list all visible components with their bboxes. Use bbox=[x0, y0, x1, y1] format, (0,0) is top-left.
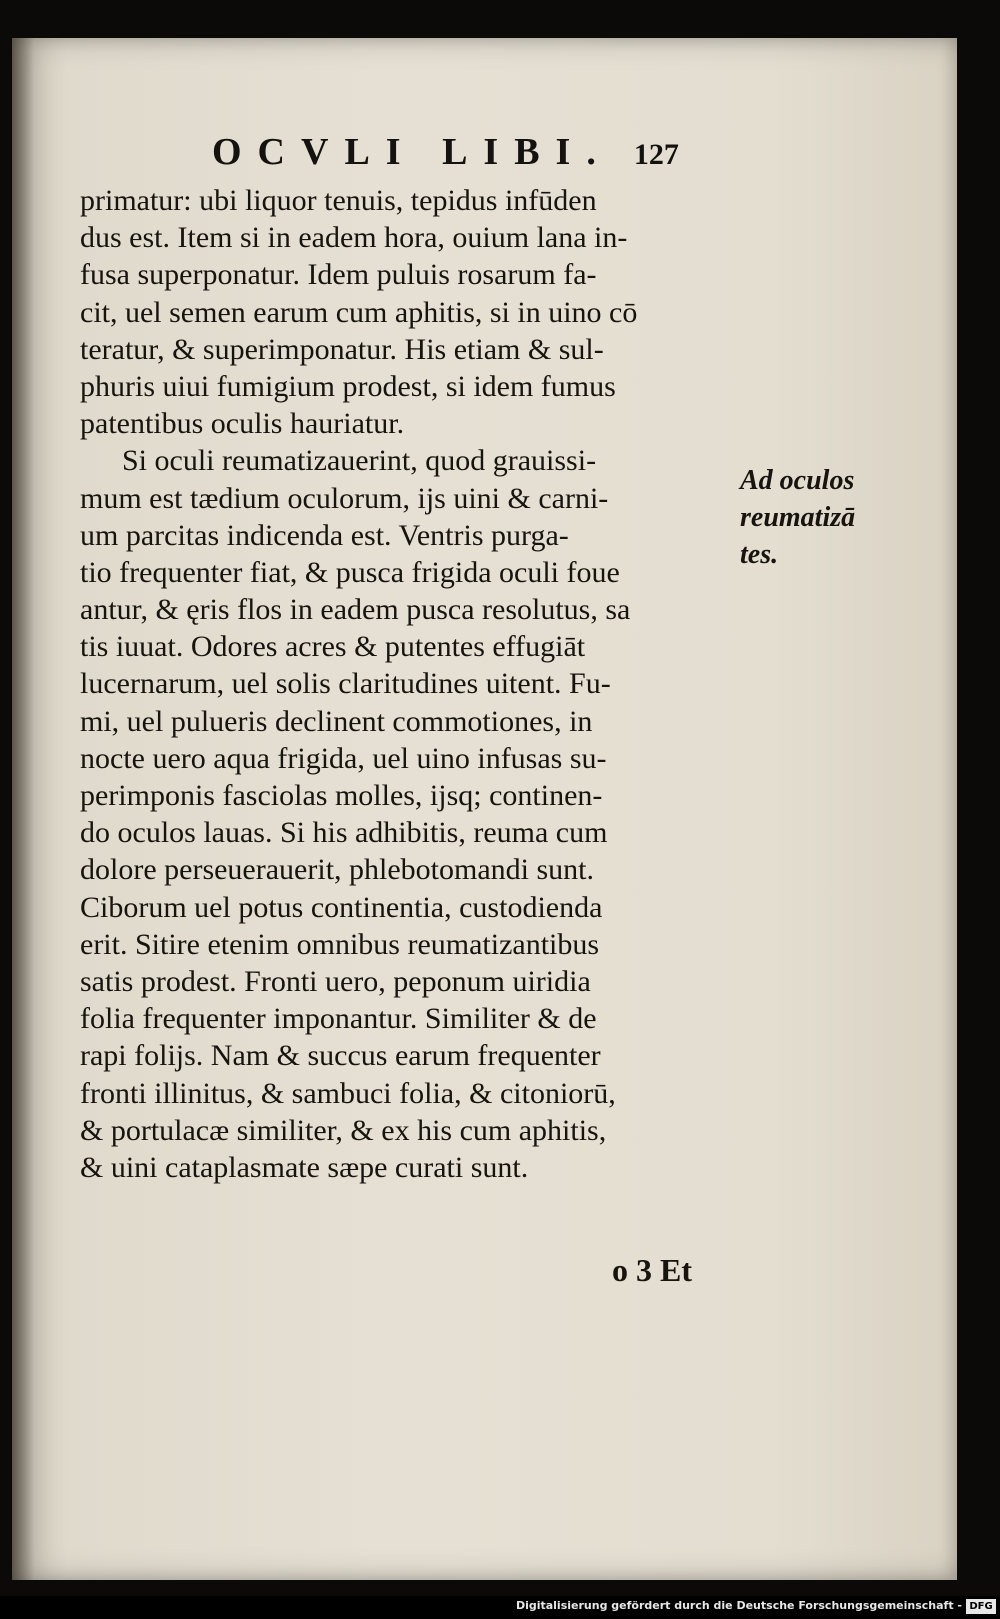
page-header bbox=[212, 130, 752, 174]
text-line: do oculos lauas. Si his adhibitis, reuma cum bbox=[80, 816, 608, 850]
text-line: rapi folijs. Nam & succus earum frequenter bbox=[80, 1039, 601, 1073]
text-line: antur, & ęris flos in eadem pusca resolutus, sa bbox=[80, 593, 631, 627]
text-line: nocte uero aqua frigida, uel uino infusas su- bbox=[80, 741, 607, 775]
text-line: patentibus oculis hauriatur. bbox=[80, 407, 405, 441]
text-line: cit, uel semen earum cum aphitis, si in uino cō bbox=[80, 295, 638, 329]
body-text bbox=[80, 182, 730, 1186]
text-line: dus est. Item si in eadem hora, ouium lana in- bbox=[80, 221, 628, 255]
text-line: folia frequenter imponantur. Similiter & de bbox=[80, 1002, 597, 1036]
text-line: perimponis fasciolas molles, ijsq; continen- bbox=[80, 779, 603, 812]
text-line: lucernarum, uel solis claritudines uitent. Fu- bbox=[80, 667, 611, 701]
funding-credit: Digitalisierung gefördert durch die Deutsche Forschungsgemeinschaft - bbox=[515, 1599, 962, 1612]
text-line-paragraph-start: Si oculi reumatizauerint, quod grauissi- bbox=[122, 444, 597, 478]
marginal-note-line: reumatizā bbox=[740, 502, 856, 533]
running-title: OCVLI LIBI. bbox=[212, 131, 612, 173]
text-line: fronti illinitus, & sambuci folia, & citoniorū, bbox=[80, 1076, 616, 1110]
text-line: fusa superponatur. Idem puluis rosarum fa- bbox=[80, 258, 597, 292]
page-number: 127 bbox=[633, 138, 679, 171]
text-line: phuris uiui fumigium prodest, si idem fumus bbox=[80, 369, 616, 403]
marginal-note-line: Ad oculos bbox=[740, 465, 855, 496]
marginal-note-line: tes. bbox=[740, 539, 779, 570]
text-line: mum est tædium oculorum, ijs uini & carni- bbox=[80, 481, 609, 515]
text-line: & portulacæ similiter, & ex his cum aphitis, bbox=[80, 1113, 607, 1147]
text-line: teratur, & superimponatur. His etiam & sul- bbox=[80, 332, 604, 366]
text-line: satis prodest. Fronti uero, peponum uiridia bbox=[80, 964, 591, 998]
text-line: tio frequenter fiat, & pusca frigida oculi foue bbox=[80, 555, 620, 589]
text-line: erit. Sitire etenim omnibus reumatizantibus bbox=[80, 927, 600, 961]
dfg-logo: DFG bbox=[966, 1599, 996, 1614]
text-line: & uini cataplasmate sæpe curati sunt. bbox=[80, 1150, 529, 1184]
catchword: o 3 Et bbox=[612, 1252, 692, 1288]
marginal-note bbox=[740, 462, 875, 573]
text-line: Ciborum uel potus continentia, custodienda bbox=[80, 890, 603, 924]
text-line: primatur: ubi liquor tenuis, tepidus infūden bbox=[80, 184, 597, 217]
text-line: mi, uel pulueris declinent commotiones, in bbox=[80, 704, 593, 738]
text-line: um parcitas indicenda est. Ventris purga- bbox=[80, 518, 569, 552]
text-line: dolore perseuerauerit, phlebotomandi sunt. bbox=[80, 853, 595, 887]
text-line: tis iuuat. Odores acres & putentes effugiāt bbox=[80, 630, 586, 664]
credit-bar bbox=[0, 1596, 1000, 1619]
